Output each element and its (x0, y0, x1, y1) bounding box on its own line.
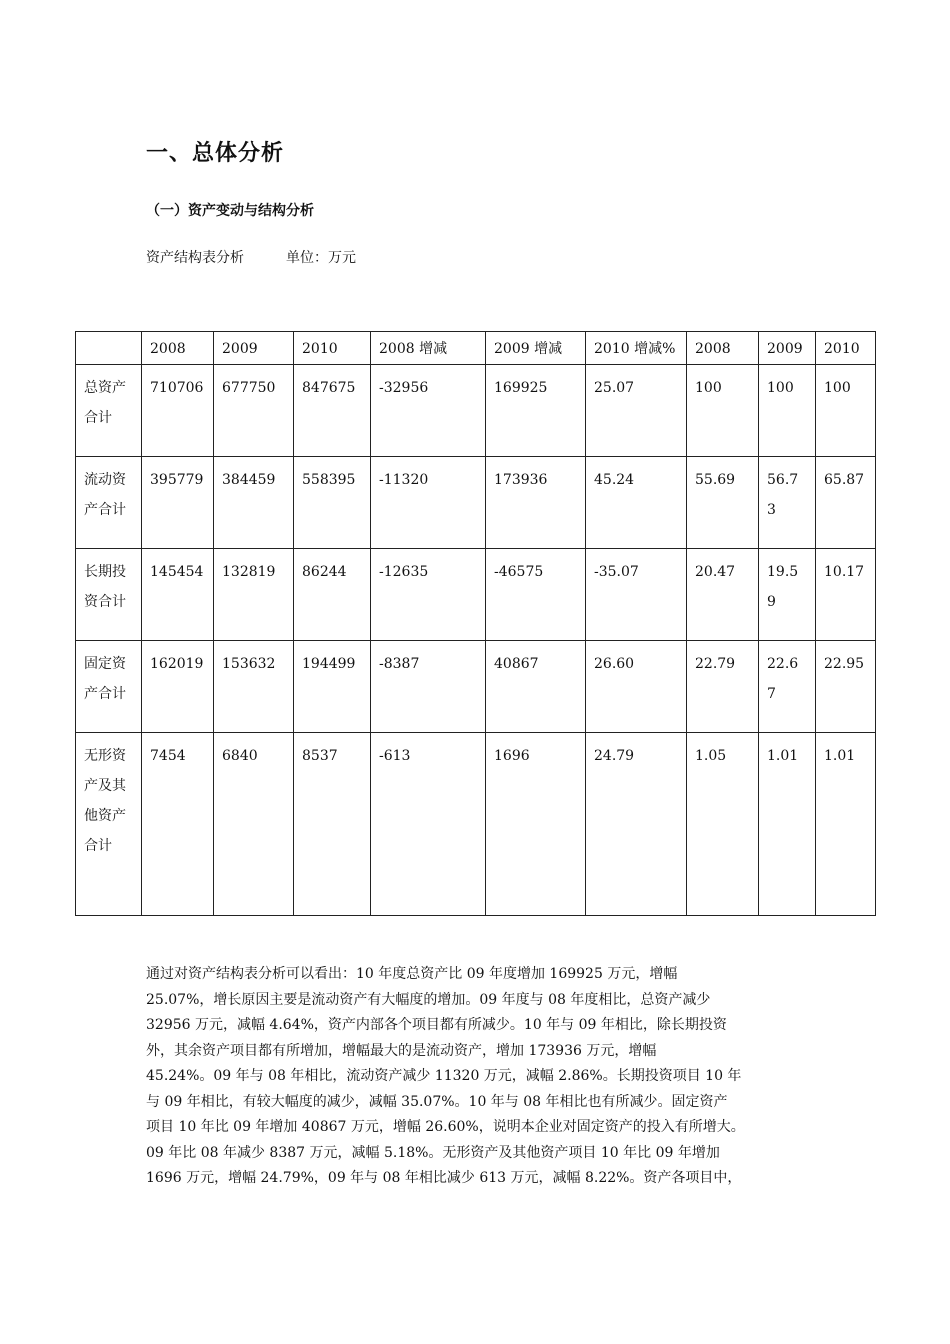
table-cell: 24.79 (586, 733, 687, 916)
header-cell: 2009 (214, 332, 294, 365)
paragraph-line: 项目 10 年比 09 年增加 40867 万元，增幅 26.60%，说明本企业对固定资产的投入有所增大。 (146, 1119, 745, 1135)
table-cell: 86244 (294, 549, 371, 641)
table-cell: 1696 (486, 733, 586, 916)
table-row (76, 641, 876, 733)
table-cell: -32956 (371, 365, 486, 457)
table-cell: 22.95 (816, 641, 876, 733)
table-row (76, 733, 876, 916)
analysis-paragraph (146, 962, 811, 1192)
table-cell: 25.07 (586, 365, 687, 457)
row-label: 长期投资合计 (76, 549, 142, 641)
table-row (76, 457, 876, 549)
table-cell: 169925 (486, 365, 586, 457)
header-cell: 2008 增减 (371, 332, 486, 365)
table-cell: 56.73 (759, 457, 816, 549)
table-cell: 100 (816, 365, 876, 457)
table-cell: 40867 (486, 641, 586, 733)
header-cell: 2009 增减 (486, 332, 586, 365)
table-cell: 558395 (294, 457, 371, 549)
table-header-row (76, 332, 876, 365)
table-cell: 45.24 (586, 457, 687, 549)
table-cell: 7454 (142, 733, 214, 916)
header-cell: 2008 (142, 332, 214, 365)
header-cell: 2009 (759, 332, 816, 365)
table-cell: 22.67 (759, 641, 816, 733)
table-cell: 26.60 (586, 641, 687, 733)
table-row (76, 549, 876, 641)
table-cell: 1.01 (816, 733, 876, 916)
paragraph-line: 与 09 年相比，有较大幅度的减少，减幅 35.07%。10 年与 08 年相比也有所减少。固定资产 (146, 1093, 728, 1110)
table-cell: -12635 (371, 549, 486, 641)
table-row (76, 365, 876, 457)
paragraph-line: 09 年比 08 年减少 8387 万元，减幅 5.18%。无形资产及其他资产项目 10 年比 09 年增加 (146, 1144, 720, 1161)
table-cell: 132819 (214, 549, 294, 641)
table-cell: -46575 (486, 549, 586, 641)
table-cell: 194499 (294, 641, 371, 733)
header-cell (76, 332, 142, 365)
row-label: 流动资产合计 (76, 457, 142, 549)
header-cell: 2010 增减% (586, 332, 687, 365)
table-cell: 162019 (142, 641, 214, 733)
paragraph-line: 1696 万元，增幅 24.79%，09 年与 08 年相比减少 613 万元，减幅 8.22%。资产各项目中， (146, 1170, 742, 1186)
table-cell: -35.07 (586, 549, 687, 641)
header-cell: 2010 (294, 332, 371, 365)
paragraph-line: 外，其余资产项目都有所增加，增幅最大的是流动资产，增加 173936 万元，增幅 (146, 1042, 657, 1059)
asset-structure-table (75, 331, 876, 916)
table-cell: 100 (759, 365, 816, 457)
table-cell: 677750 (214, 365, 294, 457)
table-cell: 710706 (142, 365, 214, 457)
table-cell: -613 (371, 733, 486, 916)
page-title: 一、总体分析 (146, 141, 285, 166)
row-label: 总资产合计 (76, 365, 142, 457)
paragraph-line: 45.24%。09 年与 08 年相比，流动资产减少 11320 万元，减幅 2.86%。长期投资项目 10 年 (146, 1068, 742, 1084)
table-cell: 6840 (214, 733, 294, 916)
row-label: 固定资产合计 (76, 641, 142, 733)
table-caption (146, 247, 356, 267)
table-cell: 65.87 (816, 457, 876, 549)
table-cell: 19.59 (759, 549, 816, 641)
paragraph-line: 25.07%，增长原因主要是流动资产有大幅度的增加。09 年度与 08 年度相比，总资产减少 (146, 991, 711, 1008)
table-cell: 384459 (214, 457, 294, 549)
table-cell: 395779 (142, 457, 214, 549)
table-cell: 55.69 (687, 457, 759, 549)
caption-label: 资产结构表分析 (146, 250, 244, 266)
table-cell: 173936 (486, 457, 586, 549)
table-cell: -8387 (371, 641, 486, 733)
table-cell: 1.01 (759, 733, 816, 916)
paragraph-line: 32956 万元，减幅 4.64%，资产内部各个项目都有所减少。10 年与 09 年相比，除长期投资 (146, 1017, 727, 1033)
table-cell: 1.05 (687, 733, 759, 916)
table-cell: 8537 (294, 733, 371, 916)
paragraph-line: 通过对资产结构表分析可以看出：10 年度总资产比 09 年度增加 169925 万元，增幅 (146, 966, 678, 982)
table-cell: 153632 (214, 641, 294, 733)
header-cell: 2008 (687, 332, 759, 365)
table-cell: 847675 (294, 365, 371, 457)
section-title: （一）资产变动与结构分析 (146, 203, 314, 219)
table-cell: 100 (687, 365, 759, 457)
caption-unit: 单位：万元 (286, 250, 356, 266)
header-cell: 2010 (816, 332, 876, 365)
table-cell: 10.17 (816, 549, 876, 641)
table-cell: -11320 (371, 457, 486, 549)
table-cell: 20.47 (687, 549, 759, 641)
table-cell: 145454 (142, 549, 214, 641)
table-cell: 22.79 (687, 641, 759, 733)
row-label: 无形资产及其他资产合计 (76, 733, 142, 916)
